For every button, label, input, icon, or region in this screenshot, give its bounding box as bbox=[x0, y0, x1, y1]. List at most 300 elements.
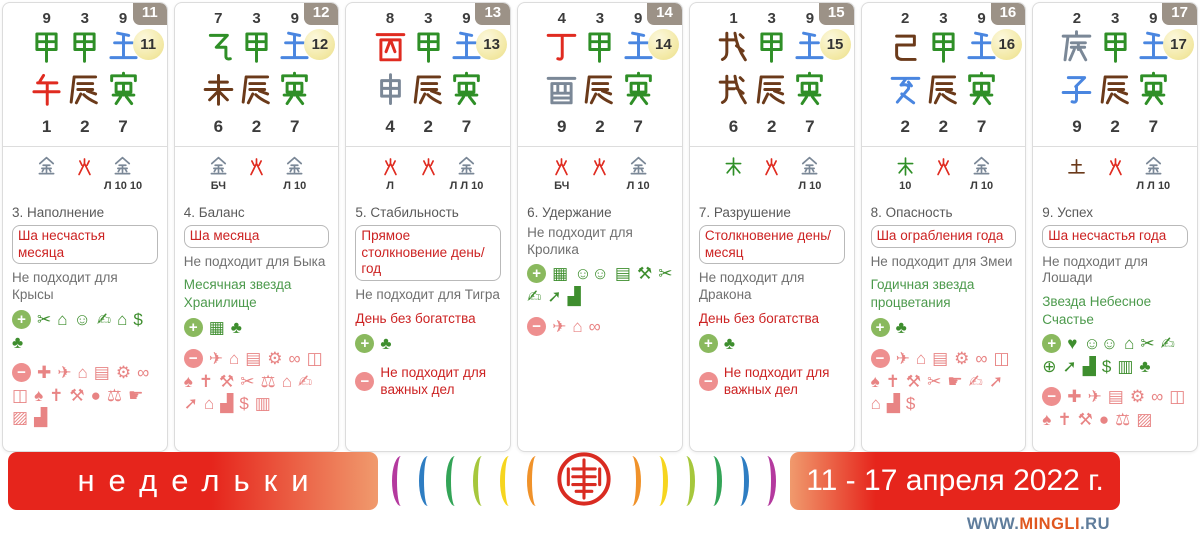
day-badge: 11 bbox=[133, 3, 167, 25]
minus-circle-icon: − bbox=[871, 349, 890, 368]
day-card bbox=[345, 2, 511, 452]
element-char bbox=[619, 156, 657, 180]
bottom-number: 7 bbox=[118, 116, 128, 136]
element-note: Л Л 10 bbox=[1136, 179, 1171, 192]
element-char bbox=[409, 156, 447, 180]
minus-circle-icon: − bbox=[355, 372, 374, 391]
scissors-icon: ✂ bbox=[927, 371, 942, 391]
branch-char bbox=[543, 71, 581, 114]
unsuitable-zodiac-note: Не подходит для Змеи bbox=[870, 253, 1013, 269]
elements-grid bbox=[714, 147, 829, 195]
stem-char bbox=[714, 28, 752, 71]
shovel-icon: ♠ bbox=[34, 386, 44, 406]
day-number-circle: 12 bbox=[304, 29, 335, 60]
rings-icon: ∞ bbox=[588, 317, 601, 337]
day-cards-row bbox=[2, 2, 1198, 452]
stairs-icon: ▟ bbox=[567, 287, 581, 307]
bad-activities-row bbox=[699, 365, 845, 399]
shovel-icon: ♠ bbox=[183, 371, 193, 391]
day-text-section bbox=[3, 195, 167, 427]
bottom-number: 9 bbox=[1072, 116, 1082, 136]
window-icon: ◫ bbox=[12, 386, 29, 406]
bottom-number: 2 bbox=[80, 116, 90, 136]
element-char bbox=[66, 156, 104, 180]
grave-cross-icon: ✝ bbox=[198, 371, 213, 391]
person-icon: ☺ bbox=[73, 310, 91, 330]
branch-char bbox=[237, 71, 275, 114]
rainbow-arc bbox=[500, 456, 518, 506]
element-note: БЧ bbox=[554, 179, 570, 192]
plus-circle-icon: + bbox=[12, 310, 31, 329]
elements-grid bbox=[371, 147, 486, 195]
pillars-grid bbox=[199, 3, 314, 146]
top-number: 9 bbox=[977, 10, 986, 27]
shou-symbol-icon bbox=[556, 451, 612, 512]
books-icon: ▤ bbox=[1107, 387, 1124, 407]
element-note: Л 10 10 bbox=[103, 179, 143, 192]
books-icon: ▤ bbox=[93, 363, 110, 383]
sha-warning-box: Ша ограбления года bbox=[871, 225, 1017, 248]
avoid-important-deeds-note: Не подходит для важных дел bbox=[723, 364, 830, 397]
good-activities-row bbox=[355, 334, 501, 353]
day-number-circle: 14 bbox=[648, 29, 679, 60]
stem-char bbox=[409, 28, 447, 71]
stairs-icon: ▟ bbox=[220, 393, 234, 413]
tools-icon: ⚒ bbox=[905, 371, 922, 391]
grave-cross-icon: ✝ bbox=[49, 386, 64, 406]
element-note bbox=[581, 180, 619, 195]
bad-activities-row bbox=[12, 363, 158, 426]
airplane-icon: ✈ bbox=[895, 348, 910, 368]
stem-char bbox=[753, 28, 791, 71]
element-char bbox=[543, 156, 581, 180]
element-note: Л 10 bbox=[970, 179, 994, 192]
branch-char bbox=[371, 71, 409, 114]
stairs-icon: ▟ bbox=[886, 393, 900, 413]
element-char bbox=[924, 156, 962, 180]
element-note: Л bbox=[386, 179, 394, 192]
good-activities-row bbox=[699, 334, 845, 353]
element-note bbox=[753, 180, 791, 195]
bottom-number: 7 bbox=[1148, 116, 1159, 136]
day-card bbox=[2, 2, 168, 452]
day-title: 3. Наполнение bbox=[12, 204, 105, 220]
window-icon: ◫ bbox=[1169, 387, 1186, 407]
top-number: 9 bbox=[42, 10, 51, 27]
element-note: Л 10 bbox=[626, 179, 650, 192]
money-bag-icon: $ bbox=[1101, 357, 1112, 377]
rainbow-arc bbox=[677, 456, 695, 506]
day-text-section bbox=[690, 195, 854, 399]
date-range-ribbon bbox=[790, 452, 1120, 510]
shovel-icon: ♠ bbox=[1042, 410, 1052, 430]
unsuitable-zodiac-note: Не подходит для Тигра bbox=[355, 287, 500, 303]
top-number: 9 bbox=[633, 10, 643, 27]
site-url[interactable] bbox=[967, 515, 1110, 534]
day-card bbox=[517, 2, 683, 452]
day-number-circle: 11 bbox=[133, 29, 164, 60]
top-number: 9 bbox=[1149, 10, 1158, 27]
day-text-section bbox=[518, 195, 682, 337]
arrow-up-icon: ➚ bbox=[988, 371, 1004, 391]
rainbow-arc bbox=[473, 456, 491, 506]
wall-pick-icon: ▨ bbox=[1136, 410, 1153, 430]
sha-warning-box: Ша несчастья месяца bbox=[12, 225, 158, 265]
signing-hand-icon: ✍ bbox=[298, 371, 313, 391]
lucky-star-note: Годичная звезда процветания bbox=[870, 277, 975, 311]
branch-char bbox=[409, 71, 447, 114]
bank-icon: ⌂ bbox=[117, 310, 128, 330]
moving-truck-icon: ⌂ bbox=[77, 363, 88, 383]
day-number-circle: 16 bbox=[991, 29, 1022, 60]
rainbow-arcs bbox=[378, 452, 790, 510]
rainbow-arc bbox=[392, 456, 410, 506]
bottom-number: 1 bbox=[41, 116, 52, 136]
books-icon: ▤ bbox=[932, 348, 949, 368]
airplane-icon: ✈ bbox=[208, 348, 223, 368]
airplane-icon: ✈ bbox=[552, 317, 567, 337]
moving-truck-icon: ⌂ bbox=[572, 317, 583, 337]
bad-activities-row bbox=[1042, 387, 1188, 428]
scissors-icon: ✂ bbox=[240, 371, 255, 391]
top-number: 9 bbox=[462, 10, 471, 27]
pillars-grid bbox=[714, 3, 829, 146]
crane-icon: ⚙ bbox=[267, 348, 283, 368]
bottom-number: 7 bbox=[976, 116, 987, 136]
element-char bbox=[371, 156, 409, 180]
day-text-section bbox=[346, 195, 510, 399]
day-card bbox=[689, 2, 855, 452]
element-note: Л 10 bbox=[798, 179, 822, 192]
day-title: 7. Разрушение bbox=[698, 204, 791, 220]
rings-icon: ∞ bbox=[288, 348, 301, 368]
day-badge: 17 bbox=[1162, 3, 1197, 25]
people-icon: ☺☺ bbox=[1083, 334, 1119, 354]
site-url-brand: MINGLI bbox=[1019, 515, 1081, 533]
branch-char bbox=[1096, 71, 1134, 114]
books-icon: ▤ bbox=[614, 264, 631, 284]
rainbow-arc bbox=[446, 456, 464, 506]
top-number: 3 bbox=[1110, 10, 1120, 27]
palm-tree-icon: ♣ bbox=[230, 317, 242, 337]
stem-char bbox=[66, 28, 104, 71]
branch-char bbox=[924, 71, 962, 114]
element-char bbox=[104, 156, 142, 180]
day-number-circle: 17 bbox=[1163, 29, 1194, 60]
bottom-number: 2 bbox=[766, 116, 777, 136]
element-char bbox=[886, 156, 924, 180]
grave-cross-icon: ✝ bbox=[1057, 410, 1072, 430]
element-note: 10 bbox=[899, 179, 912, 192]
top-number: 3 bbox=[595, 10, 605, 27]
bottom-number: 2 bbox=[1110, 116, 1120, 136]
stem-char bbox=[886, 28, 924, 71]
newspaper-icon: ▥ bbox=[254, 393, 271, 413]
scissors-icon: ✂ bbox=[658, 264, 673, 284]
element-char bbox=[963, 156, 1001, 180]
medical-cross-icon: ✚ bbox=[37, 363, 52, 383]
element-note: Л Л 10 bbox=[449, 179, 484, 192]
no-wealth-note: День без богатства bbox=[698, 311, 820, 327]
medical-cross-icon: ✚ bbox=[1067, 387, 1082, 407]
unsuitable-zodiac-note: Не подходит для Лошади bbox=[1042, 253, 1148, 286]
rainbow-arc bbox=[419, 456, 437, 506]
top-number: 3 bbox=[424, 10, 433, 27]
site-url-suffix: .RU bbox=[1080, 515, 1110, 533]
site-url-prefix: WWW. bbox=[966, 515, 1020, 533]
bad-activities-row bbox=[184, 349, 330, 412]
element-char bbox=[791, 156, 829, 180]
plus-circle-icon: + bbox=[355, 334, 374, 353]
arrow-up-icon: ➚ bbox=[547, 287, 562, 307]
apple-icon: ● bbox=[90, 386, 101, 406]
bottom-banner bbox=[0, 452, 1200, 510]
airplane-icon: ✈ bbox=[1087, 387, 1102, 407]
element-note bbox=[714, 180, 752, 195]
rings-icon: ∞ bbox=[1151, 387, 1164, 407]
rainbow-arc bbox=[758, 456, 776, 506]
bottom-number: 6 bbox=[213, 116, 224, 136]
minus-circle-icon: − bbox=[699, 372, 718, 391]
element-note: Л 10 bbox=[283, 179, 307, 192]
day-badge: 15 bbox=[819, 3, 854, 25]
bottom-number: 2 bbox=[423, 116, 433, 136]
bottom-number: 9 bbox=[557, 116, 567, 136]
palm-tree-icon: ♣ bbox=[380, 333, 392, 353]
books-icon: ▤ bbox=[245, 348, 262, 368]
scales-icon: ⚖ bbox=[106, 386, 123, 406]
stem-char bbox=[28, 28, 66, 71]
hand-money-icon: ☛ bbox=[947, 371, 963, 391]
house-icon: ⌂ bbox=[870, 393, 881, 413]
pillars-grid bbox=[28, 3, 143, 146]
magnifier-icon: ⊕ bbox=[1042, 357, 1057, 377]
element-note bbox=[409, 180, 447, 195]
day-title: 6. Удержание bbox=[527, 204, 612, 220]
moving-truck-icon: ⌂ bbox=[228, 348, 240, 368]
window-icon: ◫ bbox=[306, 348, 323, 368]
rainbow-arc bbox=[527, 456, 545, 506]
house-key-icon: ⌂ bbox=[57, 310, 68, 330]
branch-char bbox=[104, 71, 142, 114]
top-number: 9 bbox=[118, 10, 128, 27]
element-note bbox=[924, 180, 962, 195]
day-badge: 14 bbox=[647, 3, 682, 25]
sha-warning-box: Прямое столкновение день/год bbox=[355, 225, 501, 282]
good-activities-row bbox=[871, 318, 1017, 337]
lucky-star-note: Звезда Небесное Счастье bbox=[1042, 294, 1152, 327]
apple-icon: ● bbox=[1098, 410, 1110, 430]
palm-tree-icon: ♣ bbox=[895, 317, 907, 337]
bottom-number: 6 bbox=[728, 116, 739, 136]
top-number: 2 bbox=[901, 10, 910, 27]
branch-char bbox=[276, 71, 314, 114]
branch-char bbox=[619, 71, 657, 114]
branch-char bbox=[791, 71, 829, 114]
branch-char bbox=[1058, 71, 1096, 114]
rings-icon: ∞ bbox=[975, 348, 988, 368]
hand-money-icon: ☛ bbox=[128, 386, 144, 406]
element-char bbox=[1096, 156, 1134, 180]
element-char bbox=[1134, 156, 1172, 180]
stem-char bbox=[1058, 28, 1096, 71]
stem-char bbox=[237, 28, 275, 71]
bottom-number: 4 bbox=[385, 116, 395, 136]
branch-char bbox=[28, 71, 66, 114]
plus-circle-icon: + bbox=[871, 318, 890, 337]
minus-circle-icon: − bbox=[184, 349, 203, 368]
sha-warning-box: Столкновение день/месяц bbox=[699, 225, 845, 265]
element-note bbox=[66, 180, 104, 195]
day-text-section bbox=[1033, 195, 1197, 429]
rings-icon: ∞ bbox=[137, 363, 150, 383]
sha-warning-box: Ша несчастья года bbox=[1042, 225, 1188, 248]
rainbow-arc bbox=[650, 456, 668, 506]
stem-char bbox=[924, 28, 962, 71]
no-wealth-note: День без богатства bbox=[355, 311, 476, 327]
scissors-icon: ✂ bbox=[37, 310, 52, 330]
bad-activities-row bbox=[527, 317, 673, 336]
scales-icon: ⚖ bbox=[260, 371, 276, 391]
crane-icon: ⚙ bbox=[115, 363, 132, 383]
top-number: 2 bbox=[1072, 10, 1082, 27]
day-badge: 13 bbox=[475, 3, 510, 25]
grave-cross-icon: ✝ bbox=[885, 371, 900, 391]
day-card bbox=[174, 2, 340, 452]
crane-icon: ⚙ bbox=[1129, 387, 1146, 407]
branch-char bbox=[886, 71, 924, 114]
element-char bbox=[714, 156, 752, 180]
airplane-icon: ✈ bbox=[57, 363, 72, 383]
elements-grid bbox=[543, 147, 658, 195]
bottom-number: 2 bbox=[595, 116, 605, 136]
rainbow-arc bbox=[704, 456, 722, 506]
branch-char bbox=[714, 71, 752, 114]
plus-circle-icon: + bbox=[1042, 334, 1061, 353]
element-char bbox=[447, 156, 485, 180]
plus-circle-icon: + bbox=[699, 334, 718, 353]
signing-hand-icon: ✍ bbox=[527, 287, 542, 307]
branch-char bbox=[447, 71, 485, 114]
branch-char bbox=[199, 71, 237, 114]
top-number: 9 bbox=[805, 10, 815, 27]
pillars-grid bbox=[886, 3, 1001, 146]
bad-activities-row bbox=[871, 349, 1017, 412]
element-note: БЧ bbox=[210, 179, 226, 192]
stem-char bbox=[581, 28, 619, 71]
day-card bbox=[1032, 2, 1198, 452]
bottom-number: 2 bbox=[900, 116, 910, 136]
stairs-icon: ▟ bbox=[34, 408, 48, 428]
wall-pick-icon: ▨ bbox=[12, 408, 29, 428]
branch-char bbox=[66, 71, 104, 114]
element-note bbox=[237, 180, 275, 195]
day-title: 5. Стабильность bbox=[355, 204, 459, 220]
element-char bbox=[276, 156, 314, 180]
palm-tree-icon: ♣ bbox=[12, 333, 24, 353]
day-title: 4. Баланс bbox=[183, 204, 245, 220]
day-text-section bbox=[175, 195, 339, 412]
bad-activities-row bbox=[355, 365, 501, 399]
element-char bbox=[237, 156, 275, 180]
day-text-section bbox=[862, 195, 1026, 412]
week-label-ribbon bbox=[8, 452, 378, 510]
unsuitable-zodiac-note: Не подходит для Кролика bbox=[527, 224, 633, 257]
people-icon: ☺☺ bbox=[574, 264, 609, 284]
elements-grid bbox=[28, 147, 143, 195]
stem-char bbox=[199, 28, 237, 71]
shovel-icon: ♠ bbox=[870, 371, 880, 391]
stem-char bbox=[371, 28, 409, 71]
good-activities-row bbox=[527, 264, 673, 305]
elements-grid bbox=[886, 147, 1001, 195]
week-label: недельки bbox=[77, 463, 323, 498]
top-number: 3 bbox=[767, 10, 776, 27]
house-door-icon: ⌂ bbox=[281, 371, 293, 391]
day-title: 8. Опасность bbox=[870, 204, 953, 220]
stem-char bbox=[543, 28, 581, 71]
arrow-up-icon: ➚ bbox=[1062, 357, 1077, 377]
top-number: 3 bbox=[252, 10, 261, 27]
pillars-grid bbox=[1058, 3, 1173, 146]
top-number: 8 bbox=[385, 10, 395, 27]
unsuitable-zodiac-note: Не подходит для Крысы bbox=[12, 270, 118, 303]
day-card bbox=[861, 2, 1027, 452]
money-bag-icon: $ bbox=[905, 393, 916, 413]
day-number-circle: 13 bbox=[476, 29, 507, 60]
day-badge: 16 bbox=[991, 3, 1026, 25]
document-icon: ▥ bbox=[1117, 357, 1134, 377]
elements-grid bbox=[199, 147, 314, 195]
tools-icon: ⚒ bbox=[1077, 410, 1093, 430]
palm-tree-icon: ♣ bbox=[723, 333, 735, 353]
tools-icon: ⚒ bbox=[218, 371, 235, 391]
good-activities-row bbox=[1042, 334, 1188, 375]
good-activities-row bbox=[184, 318, 330, 337]
house-icon: ⌂ bbox=[203, 393, 215, 413]
top-number: 1 bbox=[729, 10, 738, 27]
element-note bbox=[28, 180, 66, 195]
moving-truck-icon: ⌂ bbox=[1124, 334, 1135, 354]
scissors-icon: ✂ bbox=[1140, 334, 1155, 354]
rainbow-arc bbox=[731, 456, 749, 506]
element-char bbox=[1058, 156, 1096, 180]
minus-circle-icon: − bbox=[12, 363, 31, 382]
pillars-grid bbox=[543, 3, 658, 146]
signing-hand-icon: ✍ bbox=[968, 371, 983, 391]
element-note bbox=[1096, 180, 1134, 195]
unsuitable-zodiac-note: Не подходит для Быка bbox=[183, 253, 326, 269]
plus-circle-icon: + bbox=[184, 318, 203, 337]
bottom-number: 2 bbox=[938, 116, 949, 136]
tools-icon: ⚒ bbox=[636, 264, 653, 284]
element-note bbox=[1058, 180, 1096, 195]
branch-char bbox=[581, 71, 619, 114]
signing-hand-icon: ✍ bbox=[1160, 334, 1175, 354]
top-number: 4 bbox=[557, 10, 566, 27]
top-number: 3 bbox=[939, 10, 948, 27]
bottom-number: 7 bbox=[461, 116, 472, 136]
element-char bbox=[28, 156, 66, 180]
elements-grid bbox=[1058, 147, 1173, 195]
tools-icon: ⚒ bbox=[69, 386, 85, 406]
element-char bbox=[199, 156, 237, 180]
stem-char bbox=[1096, 28, 1134, 71]
moving-truck-icon: ⌂ bbox=[915, 348, 927, 368]
top-number: 7 bbox=[214, 10, 223, 27]
top-number: 9 bbox=[290, 10, 299, 27]
minus-circle-icon: − bbox=[1042, 387, 1061, 406]
